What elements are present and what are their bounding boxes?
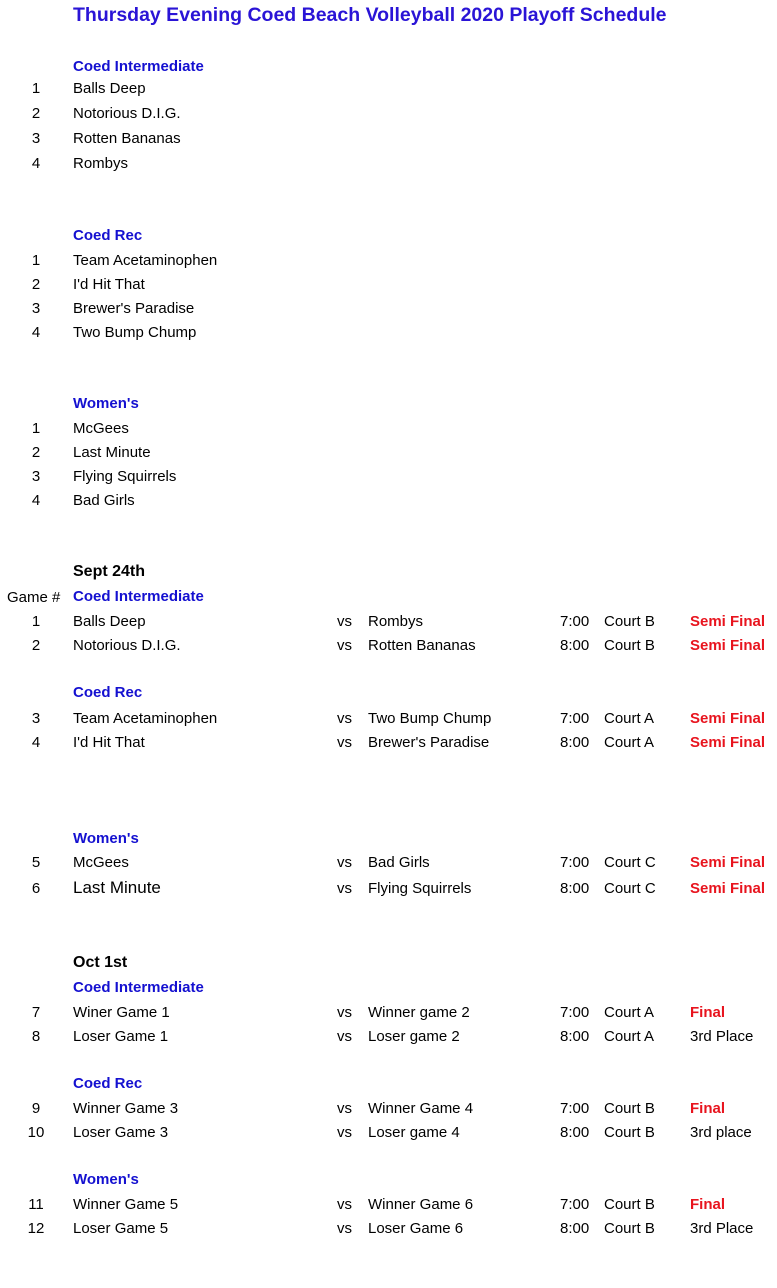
away-team: Loser Game 6 — [368, 1220, 464, 1237]
versus-label: vs — [337, 1124, 352, 1141]
stage-label: Semi Final — [690, 637, 766, 654]
team-name: Rotten Bananas — [73, 130, 181, 147]
home-team: Winner Game 5 — [73, 1196, 179, 1213]
court: Court B — [604, 637, 655, 654]
game-time: 8:00 — [560, 1124, 590, 1141]
home-team: Loser Game 5 — [73, 1220, 169, 1237]
stage-label: Semi Final — [690, 710, 766, 727]
game-number: 1 — [31, 613, 41, 630]
versus-label: vs — [337, 1196, 352, 1213]
game-number: 3 — [31, 710, 41, 727]
seed-number: 4 — [31, 492, 41, 509]
team-name: Notorious D.I.G. — [73, 105, 181, 122]
versus-label: vs — [337, 613, 352, 630]
versus-label: vs — [337, 880, 352, 897]
section-heading: Coed Rec — [73, 1075, 143, 1092]
stage-label: Final — [690, 1100, 726, 1117]
section-heading: Women's — [73, 395, 139, 412]
stage-label: 3rd place — [690, 1124, 752, 1141]
section-heading: Coed Intermediate — [73, 979, 204, 996]
away-team: Rombys — [368, 613, 424, 630]
away-team: Brewer's Paradise — [368, 734, 490, 751]
seed-number: 4 — [31, 324, 41, 341]
away-team: Rotten Bananas — [368, 637, 476, 654]
home-team: Winner Game 3 — [73, 1100, 179, 1117]
seed-number: 2 — [31, 444, 41, 461]
versus-label: vs — [337, 1004, 352, 1021]
game-time: 7:00 — [560, 613, 590, 630]
away-team: Two Bump Chump — [368, 710, 492, 727]
game-number: 9 — [31, 1100, 41, 1117]
stage-label: Semi Final — [690, 880, 766, 897]
seed-number: 4 — [31, 155, 41, 172]
game-number: 11 — [28, 1196, 44, 1213]
seed-number: 1 — [31, 420, 41, 437]
team-name: Rombys — [73, 155, 129, 172]
section-heading: Women's — [73, 830, 139, 847]
team-name: I'd Hit That — [73, 276, 145, 293]
team-name: Last Minute — [73, 444, 151, 461]
team-name: Flying Squirrels — [73, 468, 177, 485]
game-number: 4 — [31, 734, 41, 751]
game-time: 7:00 — [560, 710, 590, 727]
seed-number: 3 — [31, 468, 41, 485]
seed-number: 3 — [31, 300, 41, 317]
seed-number: 2 — [31, 105, 41, 122]
page-title: Thursday Evening Coed Beach Volleyball 2020 Playoff Schedule — [73, 4, 667, 26]
seed-number: 2 — [31, 276, 41, 293]
versus-label: vs — [337, 1220, 352, 1237]
game-number: 5 — [31, 854, 41, 871]
away-team: Winner Game 4 — [368, 1100, 474, 1117]
game-number: 2 — [31, 637, 41, 654]
court: Court B — [604, 1100, 655, 1117]
game-number: 10 — [27, 1124, 45, 1141]
stage-label: Semi Final — [690, 613, 766, 630]
versus-label: vs — [337, 1100, 352, 1117]
home-team: Notorious D.I.G. — [73, 637, 181, 654]
court: Court A — [604, 1004, 655, 1021]
stage-label: Semi Final — [690, 734, 766, 751]
away-team: Loser game 4 — [368, 1124, 460, 1141]
court: Court B — [604, 1220, 655, 1237]
home-team: I'd Hit That — [73, 734, 145, 751]
versus-label: vs — [337, 854, 352, 871]
court: Court A — [604, 734, 655, 751]
game-time: 8:00 — [560, 734, 590, 751]
home-team: Loser Game 3 — [73, 1124, 169, 1141]
stage-label: 3rd Place — [690, 1028, 754, 1045]
versus-label: vs — [337, 1028, 352, 1045]
stage-label: 3rd Place — [690, 1220, 754, 1237]
section-heading: Coed Rec — [73, 227, 143, 244]
home-team: Team Acetaminophen — [73, 710, 218, 727]
court: Court C — [604, 854, 656, 871]
court: Court B — [604, 1124, 655, 1141]
section-heading: Women's — [73, 1171, 139, 1188]
game-time: 8:00 — [560, 1028, 590, 1045]
game-time: 7:00 — [560, 854, 590, 871]
home-team: Winer Game 1 — [73, 1004, 170, 1021]
versus-label: vs — [337, 637, 352, 654]
away-team: Winner game 2 — [368, 1004, 470, 1021]
away-team: Flying Squirrels — [368, 880, 472, 897]
away-team: Bad Girls — [368, 854, 430, 871]
game-time: 8:00 — [560, 880, 590, 897]
section-heading: Coed Intermediate — [73, 58, 204, 75]
game-number: 8 — [31, 1028, 41, 1045]
team-name: Brewer's Paradise — [73, 300, 195, 317]
game-time: 7:00 — [560, 1100, 590, 1117]
home-team: Last Minute — [73, 878, 161, 897]
court: Court C — [604, 880, 656, 897]
court: Court B — [604, 1196, 655, 1213]
game-number-header: Game # — [7, 589, 61, 606]
round-date: Sept 24th — [73, 563, 146, 580]
section-heading: Coed Rec — [73, 684, 143, 701]
game-time: 8:00 — [560, 637, 590, 654]
court: Court B — [604, 613, 655, 630]
court: Court A — [604, 1028, 655, 1045]
game-number: 7 — [31, 1004, 41, 1021]
court: Court A — [604, 710, 655, 727]
game-time: 7:00 — [560, 1004, 590, 1021]
team-name: Balls Deep — [73, 80, 146, 97]
game-number: 12 — [27, 1220, 45, 1237]
away-team: Winner Game 6 — [368, 1196, 474, 1213]
team-name: Bad Girls — [73, 492, 135, 509]
team-name: Team Acetaminophen — [73, 252, 218, 269]
seed-number: 3 — [31, 130, 41, 147]
home-team: Loser Game 1 — [73, 1028, 169, 1045]
stage-label: Final — [690, 1004, 726, 1021]
game-time: 8:00 — [560, 1220, 590, 1237]
stage-label: Final — [690, 1196, 726, 1213]
away-team: Loser game 2 — [368, 1028, 460, 1045]
game-time: 7:00 — [560, 1196, 590, 1213]
team-name: McGees — [73, 420, 129, 437]
section-heading: Coed Intermediate — [73, 588, 204, 605]
game-number: 6 — [31, 880, 41, 897]
home-team: Balls Deep — [73, 613, 146, 630]
seed-number: 1 — [31, 80, 41, 97]
seed-number: 1 — [31, 252, 41, 269]
round-date: Oct 1st — [73, 954, 128, 971]
home-team: McGees — [73, 854, 129, 871]
team-name: Two Bump Chump — [73, 324, 197, 341]
stage-label: Semi Final — [690, 854, 766, 871]
versus-label: vs — [337, 734, 352, 751]
versus-label: vs — [337, 710, 352, 727]
